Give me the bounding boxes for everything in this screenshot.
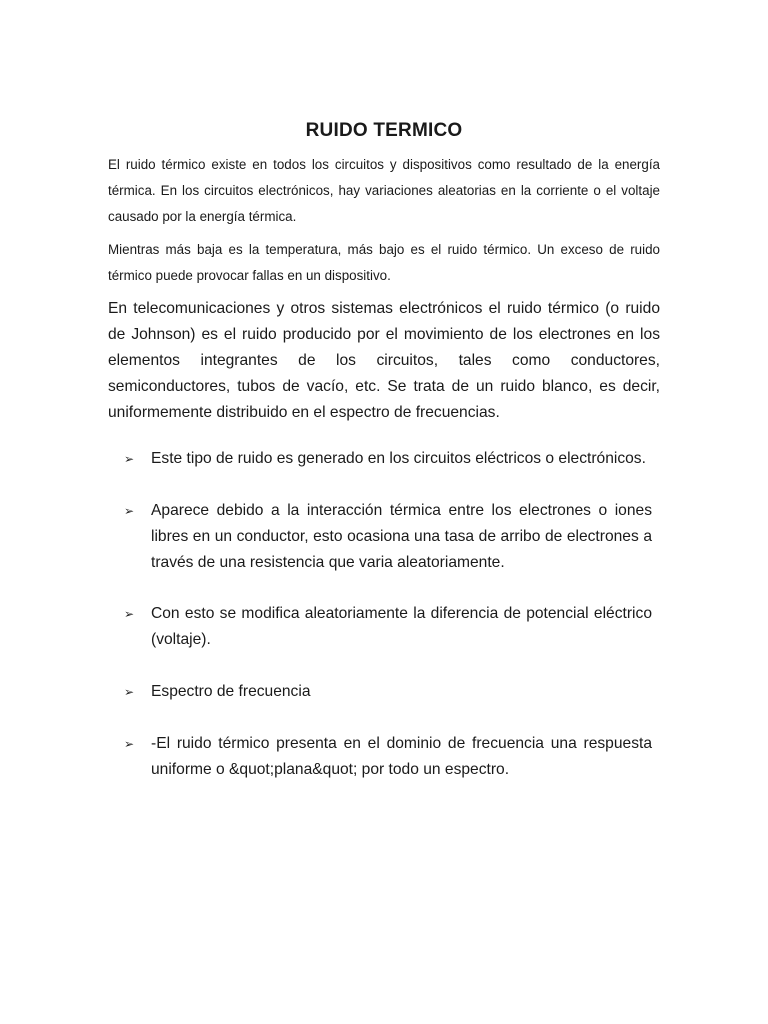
arrow-bullet-icon: ➢ [124, 737, 135, 751]
arrow-bullet-icon: ➢ [124, 685, 135, 699]
list-item-text: Este tipo de ruido es generado en los circuitos eléctricos o electrónicos. [151, 450, 646, 467]
paragraph-temperature: Mientras más baja es la temperatura, más bajo es el ruido térmico. Un exceso de ruido térmico puede provocar fallas en un dispositivo. [108, 242, 660, 283]
list-item-text: -El ruido térmico presenta en el dominio de frecuencia una respuesta uniforme o &quot;plana&quot; por todo un espectro. [151, 735, 652, 778]
arrow-bullet-icon: ➢ [124, 504, 135, 518]
list-item [124, 498, 652, 576]
document-title: RUIDO TERMICO [305, 120, 463, 141]
paragraph-johnson-noise: En telecomunicaciones y otros sistemas electrónicos el ruido térmico (o ruido de Johnson) es el ruido producido por el movimiento de los electrones en los elementos integrantes de los circuitos, tales como conductores, semiconductores, tubos de vacío, etc. Se trata de un ruido blanco, es decir, uniformemente distribuido en el espectro de frecuencias. [108, 300, 660, 421]
list-item-text: Espectro de frecuencia [151, 683, 311, 700]
list-item [124, 446, 652, 472]
paragraph-thermal-noise-intro: El ruido térmico existe en todos los circuitos y dispositivos como resultado de la energía térmica. En los circuitos electrónicos, hay variaciones aleatorias en la corriente o el voltaje causado por la energía térmica. [108, 157, 660, 224]
arrow-bullet-icon: ➢ [124, 607, 135, 621]
list-item [124, 679, 652, 705]
arrow-bullet-icon: ➢ [124, 452, 135, 466]
list-item [124, 731, 652, 783]
list-item-text: Con esto se modifica aleatoriamente la diferencia de potencial eléctrico (voltaje). [151, 605, 652, 648]
list-item-text: Aparece debido a la interacción térmica entre los electrones o iones libres en un conductor, esto ocasiona una tasa de arribo de electrones a través de una resistencia que varia aleatoriamente. [151, 502, 652, 571]
list-item [124, 601, 652, 653]
